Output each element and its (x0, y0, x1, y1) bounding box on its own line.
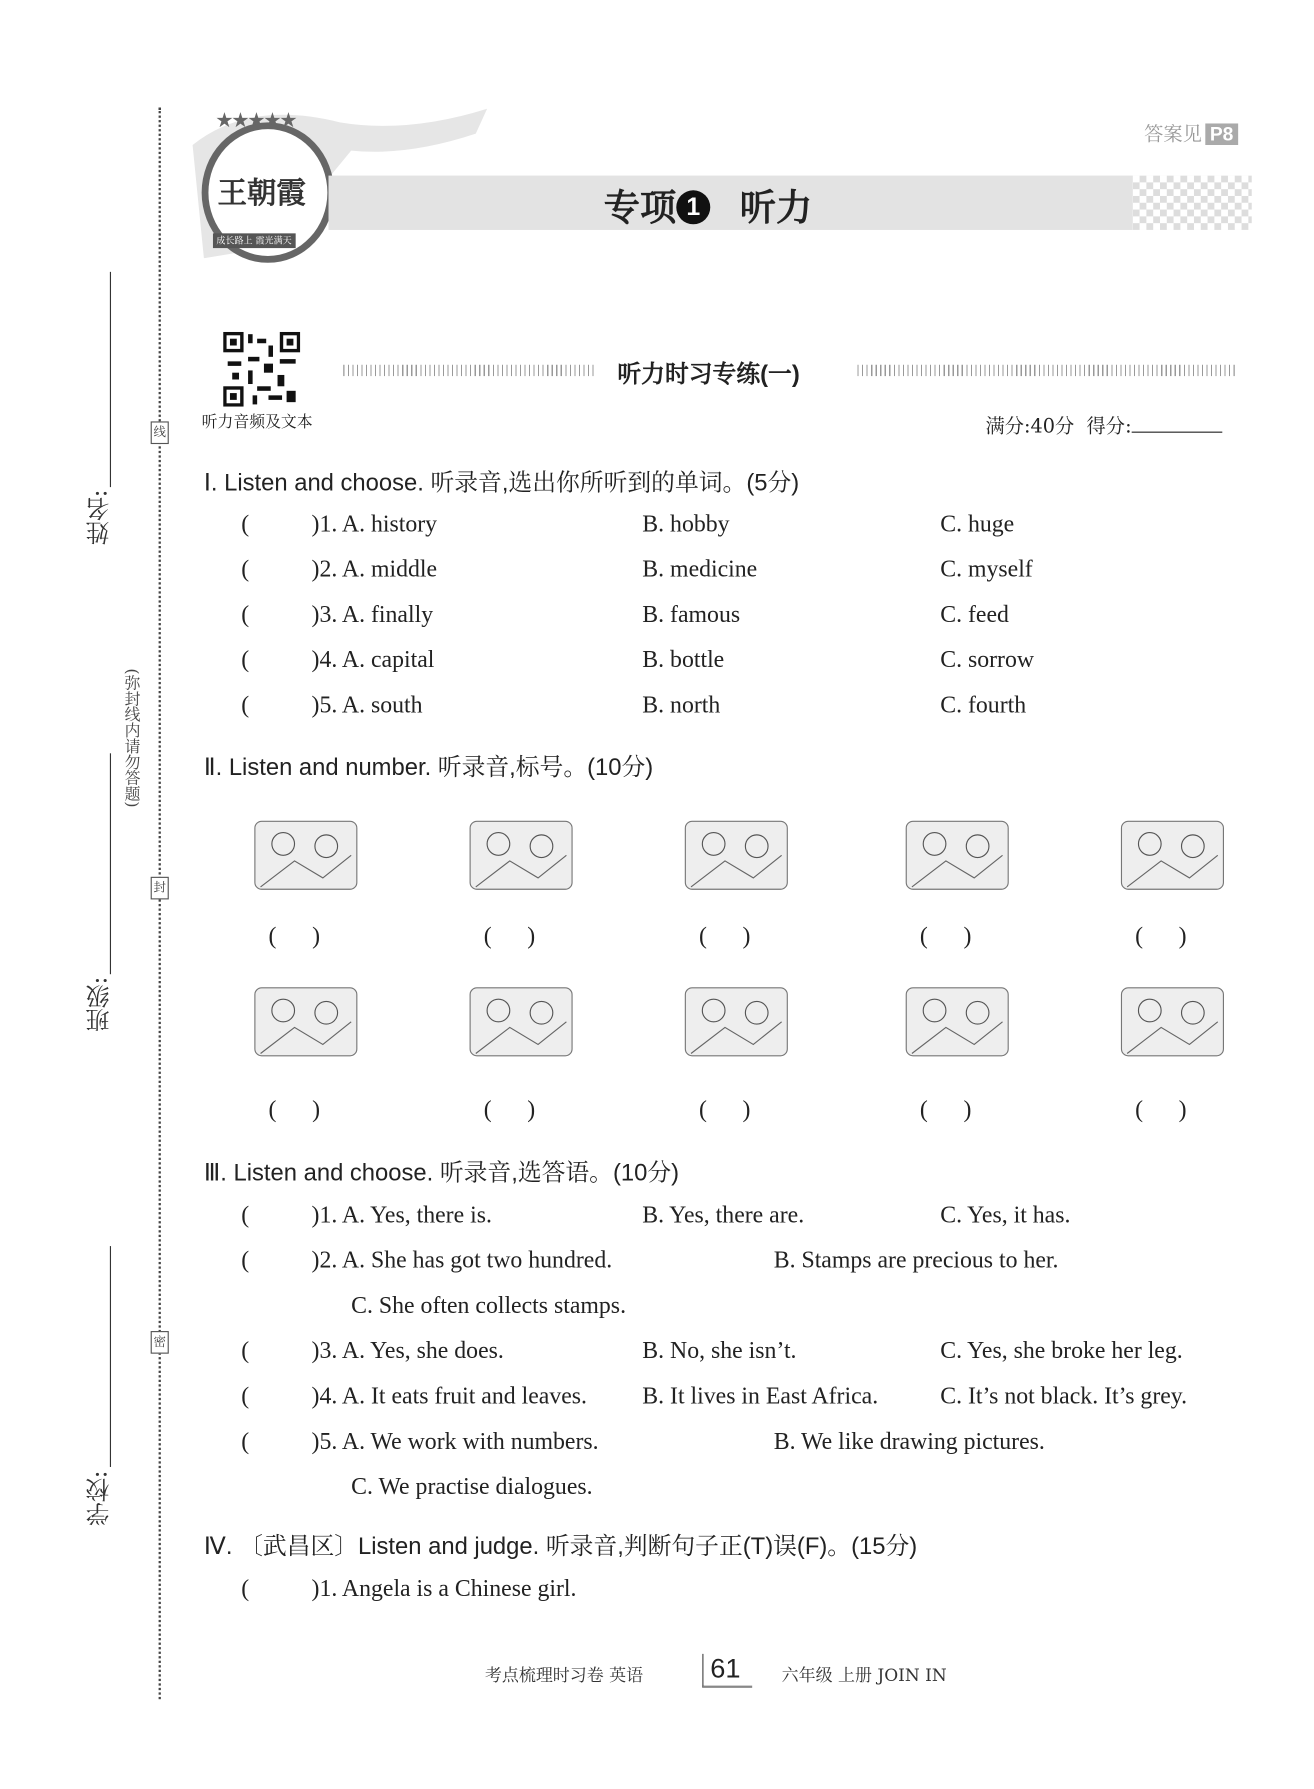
number-bracket[interactable]: ( ) (698, 1095, 751, 1123)
number-bracket[interactable]: ( ) (268, 1095, 321, 1123)
school-field[interactable] (110, 1246, 111, 1467)
paren[interactable]: ( (241, 691, 250, 719)
bus-picture (889, 799, 1025, 907)
number-bracket[interactable]: ( ) (919, 1095, 972, 1123)
page-number: 61 (702, 1654, 752, 1688)
score-label: 得分: (1086, 415, 1132, 439)
name-field[interactable] (110, 272, 111, 487)
children-playing-picture (453, 965, 589, 1073)
option-c: C. huge (940, 509, 1015, 537)
q3-5-b: B. We like drawing pictures. (773, 1427, 1045, 1455)
class-field[interactable] (110, 753, 111, 974)
section-1-title: Ⅰ. Listen and choose. 听录音,选出你所听到的单词。(5分) (203, 470, 800, 497)
paren[interactable]: ( (241, 645, 250, 673)
q4-1: )1. Angela is a Chinese girl. (311, 1574, 577, 1602)
qr-code-icon[interactable] (223, 332, 300, 407)
option-b: B. famous (642, 600, 741, 628)
paren[interactable]: ( (241, 509, 250, 537)
q3-5: )5. A. We work with numbers. (311, 1427, 599, 1455)
number-bracket[interactable]: ( ) (1135, 922, 1187, 950)
option-b: B. north (642, 691, 721, 719)
seal-note: (弥封线内请勿答题) (122, 668, 141, 808)
name-label: 姓名: (84, 489, 113, 545)
subtitle: 听力时习专练(一) (617, 361, 800, 388)
q3-4-c: C. It’s not black. It’s grey. (940, 1382, 1188, 1410)
option-b: B. bottle (642, 645, 725, 673)
paren[interactable]: ( (241, 1246, 250, 1274)
title-prefix: 专项 (603, 186, 677, 228)
q3-2: )2. A. She has got two hundred. (311, 1246, 613, 1274)
option-b: B. hobby (642, 509, 730, 537)
number-bracket[interactable]: ( ) (1135, 1095, 1187, 1123)
option-b: B. medicine (642, 555, 758, 583)
number-bracket[interactable]: ( ) (698, 922, 751, 950)
paren[interactable]: ( (241, 1336, 250, 1364)
seal-mark: 密 (151, 1331, 169, 1354)
paren[interactable]: ( (241, 1427, 250, 1455)
logo-slogan: 成长路上 霞光满天 (213, 233, 295, 248)
class-label: 班级: (84, 976, 113, 1033)
seal-mark: 封 (151, 877, 169, 900)
option-c: C. sorrow (940, 645, 1035, 673)
score-field[interactable] (1132, 432, 1223, 433)
logo-badge (202, 122, 335, 262)
paren[interactable]: ( (241, 1574, 250, 1602)
section-4-title: Ⅳ. 〔武昌区〕Listen and judge. 听录音,判断句子正(T)误(F)。(15分) (203, 1533, 918, 1560)
section-2-title: Ⅱ. Listen and number. 听录音,标号。(10分) (203, 754, 654, 781)
option-a: )3. A. finally (311, 600, 434, 628)
q3-5-c: C. We practise dialogues. (351, 1472, 593, 1500)
tiger-picture (668, 799, 804, 907)
qr-caption: 听力音频及文本 (201, 413, 313, 432)
q3-4-b: B. It lives in East Africa. (642, 1382, 879, 1410)
seal-line (159, 108, 161, 1700)
hatch-right (858, 365, 1235, 376)
q3-2-c: C. She often collects stamps. (351, 1291, 627, 1319)
option-c: C. myself (940, 555, 1033, 583)
q3-4: )4. A. It eats fruit and leaves. (311, 1382, 587, 1410)
hatch-left (343, 365, 597, 376)
page-title (604, 179, 812, 231)
paren[interactable]: ( (241, 600, 250, 628)
football-picture (889, 965, 1025, 1073)
title-text: 听力 (739, 186, 813, 228)
option-a: )5. A. south (311, 691, 423, 719)
tower-bridge-picture (1104, 965, 1240, 1073)
option-a: )1. A. history (311, 509, 438, 537)
answer-page: P8 (1205, 123, 1238, 145)
number-bracket[interactable]: ( ) (919, 922, 972, 950)
number-bracket[interactable]: ( ) (483, 922, 536, 950)
footer-right: 六年级 上册 JOIN IN (781, 1665, 947, 1686)
score-line (986, 410, 1223, 438)
fish-tank-picture (238, 965, 374, 1073)
stars-icon: ★★★★★ (215, 108, 296, 133)
q3-2-b: B. Stamps are precious to her. (773, 1246, 1059, 1274)
answer-ref-label: 答案见 (1144, 123, 1202, 147)
q3-1-c: C. Yes, it has. (940, 1200, 1071, 1228)
option-c: C. fourth (940, 691, 1027, 719)
section-3-title: Ⅲ. Listen and choose. 听录音,选答语。(10分) (203, 1159, 680, 1187)
q3-3: )3. A. Yes, she does. (311, 1336, 504, 1364)
option-a: )4. A. capital (311, 645, 435, 673)
full-score: 满分:40分 (985, 415, 1075, 439)
q3-3-c: C. Yes, she broke her leg. (940, 1336, 1183, 1364)
sydney-opera-house-picture (668, 965, 804, 1073)
number-bracket[interactable]: ( ) (268, 922, 321, 950)
title-number: 1 (676, 190, 710, 224)
q3-1: )1. A. Yes, there is. (311, 1200, 492, 1228)
q3-1-b: B. Yes, there are. (642, 1200, 805, 1228)
family-sofa-picture (453, 799, 589, 907)
paren[interactable]: ( (241, 1382, 250, 1410)
seal-mark: 线 (151, 421, 169, 444)
logo-text: 王朝霞 (217, 176, 306, 211)
option-a: )2. A. middle (311, 555, 438, 583)
option-c: C. feed (940, 600, 1009, 628)
paren[interactable]: ( (241, 1200, 250, 1228)
school-label: 学校: (84, 1470, 113, 1526)
tiananmen-picture (1104, 799, 1240, 907)
family-dinner-picture (238, 799, 374, 907)
number-bracket[interactable]: ( ) (483, 1095, 536, 1123)
paren[interactable]: ( (241, 555, 250, 583)
answer-ref (1144, 118, 1238, 146)
q3-3-b: B. No, she isn’t. (642, 1336, 797, 1364)
banner-checker (1133, 176, 1252, 230)
footer-left: 考点梳理时习卷 英语 (484, 1665, 644, 1686)
